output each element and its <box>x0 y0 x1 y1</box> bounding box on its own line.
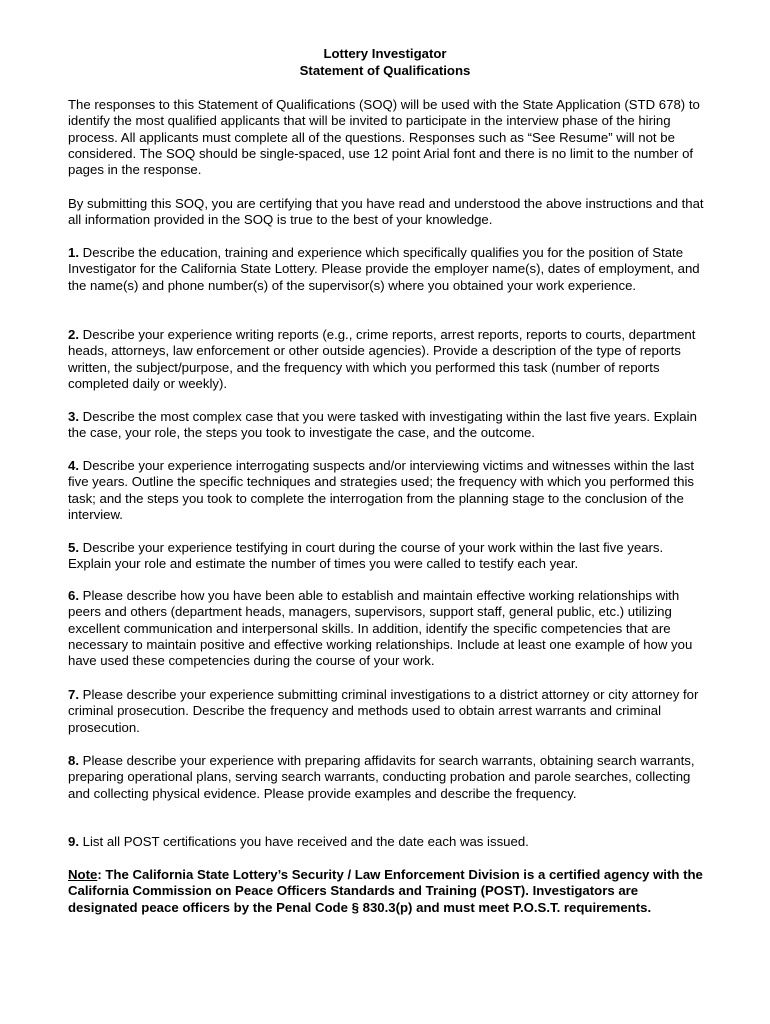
question-2 <box>68 327 708 392</box>
question-number: 5. <box>68 540 79 555</box>
note-label: Note <box>68 867 98 882</box>
intro-paragraph: The responses to this Statement of Qualifications (SOQ) will be used with the State Application (STD 678) to identify the most qualified applicants that will be invited to participate in the interview phase of the hiring process. All applicants must complete all of the questions. Responses such as “See Resume” will not be considered. The SOQ should be single-spaced, use 12 point Arial font and there is no limit to the number of pages in the response. <box>68 97 700 178</box>
note-paragraph <box>68 867 708 916</box>
question-1 <box>68 245 708 294</box>
question-text: Describe your experience interrogating suspects and/or interviewing victims and witnesses within the last five years. Outline the specific techniques and strategies used; the frequency with which you performed this task; and the steps you took to complete the interrogation from the planning stage to the conclusion of the interview. <box>68 458 695 522</box>
certification-paragraph: By submitting this SOQ, you are certifying that you have read and understood the above instructions and that all information provided in the SOQ is true to the best of your knowledge. <box>68 196 704 228</box>
note-text: : The California State Lottery’s Security / Law Enforcement Division is a certified agency with the California Commission on Peace Officers Standards and Training (POST). Investigators are designated peace officers by the Penal Code § 830.3(p) and must meet P.O.S.T. requirements. <box>68 867 703 915</box>
question-number: 3. <box>68 409 79 424</box>
question-number: 4. <box>68 458 79 473</box>
question-text: Please describe your experience with preparing affidavits for search warrants, obtaining search warrants, preparing operational plans, serving search warrants, conducting probation and parole searches, collecting and collecting physical evidence. Please provide examples and describe the frequency. <box>68 753 695 801</box>
question-text: Describe your experience testifying in court during the course of your work within the last five years. Explain your role and estimate the number of times you were called to testify each year. <box>68 540 664 572</box>
question-5 <box>68 540 708 573</box>
document-title: Lottery Investigator <box>323 46 447 61</box>
question-number: 7. <box>68 687 79 702</box>
question-6 <box>68 588 708 669</box>
question-7 <box>68 687 708 736</box>
question-number: 8. <box>68 753 79 768</box>
question-text: Please describe how you have been able to establish and maintain effective working relationships with peers and others (department heads, managers, supervisors, support staff, general public, etc.) utilizing excellent communication and interpersonal skills. In addition, identify the specific competencies that are necessary to maintain positive and effective working relationships. Include at least one example of how you have used these competencies during the course of your work. <box>68 588 693 669</box>
question-text: List all POST certifications you have received and the date each was issued. <box>79 834 529 849</box>
question-text: Describe the most complex case that you were tasked with investigating within the last five years. Explain the case, your role, the steps you took to investigate the case, and the outcome. <box>68 409 697 441</box>
question-text: Please describe your experience submitting criminal investigations to a district attorney or city attorney for criminal prosecution. Describe the frequency and methods used to obtain arrest warrants and criminal prosecution. <box>68 687 699 735</box>
question-number: 1. <box>68 245 79 260</box>
question-text: Describe your experience writing reports (e.g., crime reports, arrest reports, reports to courts, department heads, attorneys, law enforcement or other outside agencies). Provide a description of the type of reports written, the subject/purpose, and the frequency with which you performed this task (number of reports completed daily or weekly). <box>68 327 696 391</box>
question-4 <box>68 458 708 523</box>
question-number: 6. <box>68 588 79 603</box>
question-9 <box>68 834 708 850</box>
question-text: Describe the education, training and experience which specifically qualifies you for the position of State Investigator for the California State Lottery. Please provide the employer name(s), dates of employment, and the name(s) and phone number(s) of the supervisor(s) where you obtained your work experience. <box>68 245 700 293</box>
question-3 <box>68 409 708 442</box>
question-number: 2. <box>68 327 79 342</box>
question-number: 9. <box>68 834 79 849</box>
document-subtitle: Statement of Qualifications <box>299 63 471 78</box>
question-8 <box>68 753 708 802</box>
